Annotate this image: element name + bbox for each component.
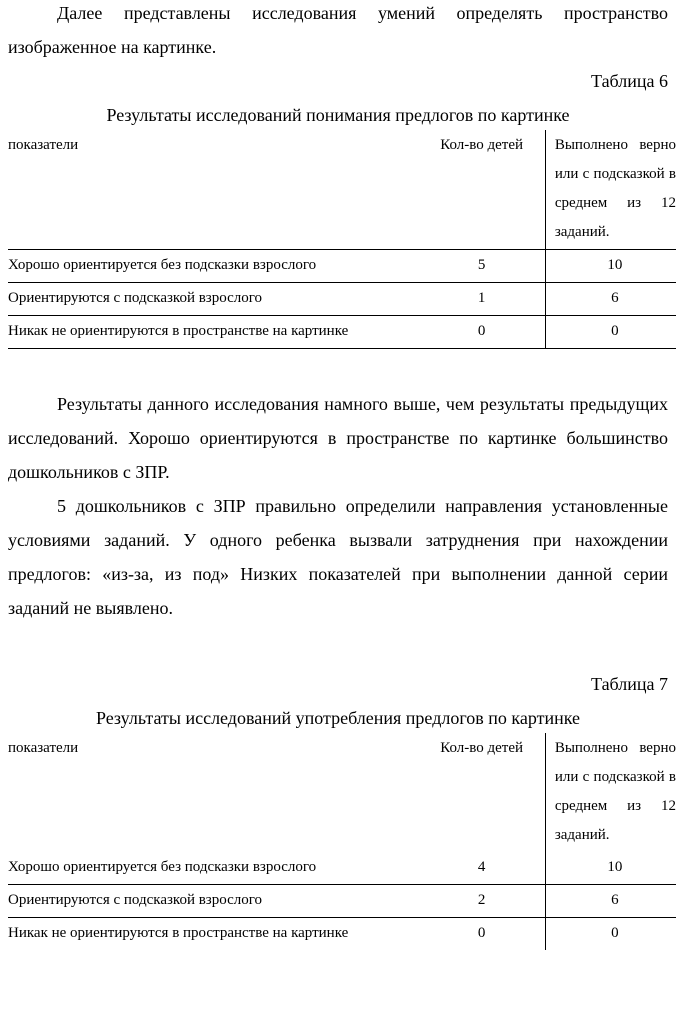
header-indicators: показатели bbox=[8, 130, 418, 250]
row-completed: 0 bbox=[545, 316, 676, 349]
row-indicator: Никак не ориентируются в пространстве на картинке bbox=[8, 925, 349, 941]
row-completed: 10 bbox=[545, 250, 676, 283]
row-children-count: 1 bbox=[418, 283, 545, 316]
table-row bbox=[8, 316, 676, 349]
row-indicator: Ориентируются с подсказкой взрослого bbox=[8, 885, 418, 918]
row-completed: 10 bbox=[545, 852, 676, 885]
table-header-row bbox=[8, 733, 676, 852]
table7-label: Таблица 7 bbox=[591, 674, 668, 694]
row-children-count: 0 bbox=[477, 925, 486, 941]
table7-caption: Результаты исследований употребления предлогов по картинке bbox=[95, 708, 581, 728]
header-indicators: показатели bbox=[8, 740, 79, 756]
table-row bbox=[8, 250, 676, 283]
intro-paragraph: Далее представлены исследования умений определять пространство изображенное на картинке. bbox=[8, 3, 668, 57]
table-header-row bbox=[8, 130, 676, 250]
header-completed: Выполнено верно или с подсказкой в среднем из 12 заданий. bbox=[545, 130, 676, 250]
row-indicator: Ориентируются с подсказкой взрослого bbox=[8, 283, 418, 316]
table6-label: Таблица 6 bbox=[591, 71, 668, 91]
table-row bbox=[8, 885, 676, 918]
table6 bbox=[8, 130, 676, 349]
row-indicator: Никак не ориентируются в пространстве на картинке bbox=[8, 316, 418, 349]
table7 bbox=[8, 733, 676, 950]
row-indicator: Хорошо ориентируется без подсказки взрослого bbox=[8, 250, 418, 283]
row-completed: 6 bbox=[545, 283, 676, 316]
header-completed: Выполнено верно или с подсказкой в среднем из 12 заданий. bbox=[545, 733, 676, 852]
table-row bbox=[8, 852, 676, 885]
row-children-count: 4 bbox=[418, 852, 545, 885]
table6-caption: Результаты исследований понимания предлогов по картинке bbox=[106, 105, 570, 125]
details-paragraph: 5 дошкольников с ЗПР правильно определили направления установленные условиями заданий. У одного ребенка вызвали затруднения при нахождении предлогов: «из-за, из под» Низких показателей при выполнении данной серии заданий не выявлено. bbox=[8, 496, 668, 618]
table-row bbox=[8, 283, 676, 316]
table-row bbox=[8, 918, 676, 951]
row-children-count: 5 bbox=[418, 250, 545, 283]
header-children-count: Кол-во детей bbox=[418, 130, 545, 250]
header-children-count: Кол-во детей bbox=[440, 740, 524, 756]
results-paragraph: Результаты данного исследования намного выше, чем результаты предыдущих исследований. Хорошо ориентируются в пространстве по картинке большинство дошкольников с ЗПР. bbox=[8, 394, 668, 482]
row-completed: 0 bbox=[545, 918, 676, 951]
row-children-count: 2 bbox=[418, 885, 545, 918]
row-indicator: Хорошо ориентируется без подсказки взрослого bbox=[8, 852, 418, 885]
row-completed: 6 bbox=[545, 885, 676, 918]
row-children-count: 0 bbox=[418, 316, 545, 349]
document-page bbox=[8, 0, 676, 950]
